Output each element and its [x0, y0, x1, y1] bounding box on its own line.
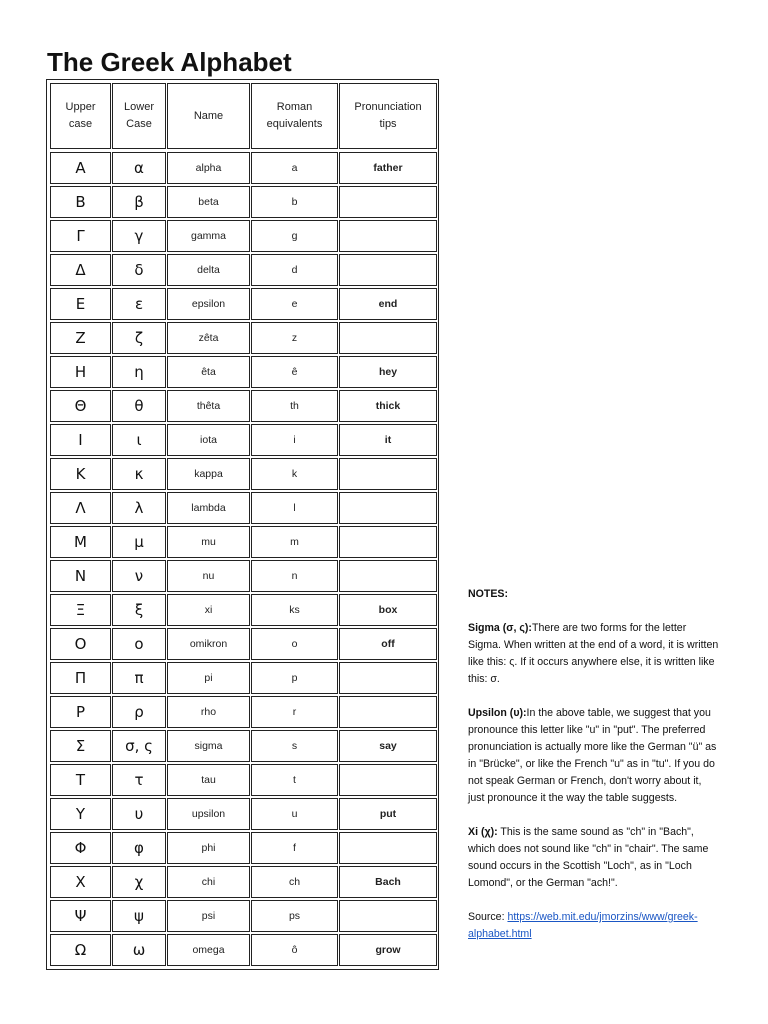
table-cell-roman — [251, 220, 338, 252]
sigma-note-head: Sigma (σ, ς): — [468, 622, 532, 634]
cell-text-upper: Σ — [75, 737, 86, 755]
cell-text-upper: Π — [74, 669, 87, 687]
cell-text-upper: Χ — [75, 873, 86, 891]
cell-text-lower: ω — [132, 941, 146, 959]
xi-note — [468, 824, 720, 892]
table-cell-lower — [112, 866, 166, 898]
cell-text-lower: γ — [134, 227, 144, 245]
cell-text-upper: Ν — [74, 567, 87, 585]
table-cell-name — [167, 934, 250, 966]
table-cell-tips — [339, 628, 437, 660]
cell-text-tips: it — [384, 434, 392, 446]
table-cell-name — [167, 594, 250, 626]
cell-text-roman: ô — [291, 944, 298, 956]
table-cell-roman — [251, 288, 338, 320]
table-cell-roman — [251, 866, 338, 898]
table-cell-roman — [251, 628, 338, 660]
cell-text-lower: τ — [134, 771, 144, 789]
cell-text-tips: grow — [375, 944, 401, 956]
cell-text-upper: Θ — [74, 397, 87, 415]
cell-text-tips: Bach — [375, 876, 401, 888]
cell-text-upper: Ω — [74, 941, 87, 959]
cell-text-upper: Α — [75, 159, 86, 177]
cell-text-upper: Τ — [75, 771, 86, 789]
table-cell-roman — [251, 798, 338, 830]
table-cell-upper — [50, 254, 111, 286]
cell-text-tips: put — [379, 808, 397, 820]
table-cell-upper — [50, 934, 111, 966]
cell-text-roman: e — [291, 298, 298, 310]
table-cell-name — [167, 696, 250, 728]
cell-text-lower: μ — [134, 533, 144, 551]
table-cell-upper — [50, 866, 111, 898]
cell-text-upper: Ψ — [74, 907, 87, 925]
table-cell-tips — [339, 866, 437, 898]
cell-text-upper: Δ — [75, 261, 86, 279]
table-cell-name — [167, 390, 250, 422]
sigma-note — [468, 620, 720, 688]
cell-text-roman: l — [293, 502, 296, 514]
cell-text-upper: Η — [74, 363, 87, 381]
table-cell-name — [167, 220, 250, 252]
table-cell-roman — [251, 560, 338, 592]
cell-text-upper: Ε — [75, 295, 86, 313]
cell-text-roman: r — [292, 706, 297, 718]
cell-text-roman: ch — [288, 876, 301, 888]
table-cell-roman — [251, 594, 338, 626]
table-cell-upper — [50, 322, 111, 354]
cell-text-lower: β — [134, 193, 144, 211]
cell-text-name: mu — [201, 536, 216, 548]
table-cell-tips — [339, 730, 437, 762]
upsilon-note — [468, 705, 720, 807]
table-cell-upper — [50, 220, 111, 252]
table-cell-roman — [251, 356, 338, 388]
table-cell-lower — [112, 458, 166, 490]
table-cell-upper — [50, 798, 111, 830]
table-cell-roman — [251, 424, 338, 456]
cell-text-lower: φ — [134, 839, 144, 857]
table-cell-tips — [339, 356, 437, 388]
table-cell-name — [167, 458, 250, 490]
table-cell-upper — [50, 696, 111, 728]
cell-text-lower: κ — [134, 465, 144, 483]
cell-text-roman: ps — [288, 910, 301, 922]
table-cell-tips — [339, 390, 437, 422]
cell-text-upper: Ζ — [75, 329, 86, 347]
cell-text-name: epsilon — [191, 298, 226, 310]
cell-text-lower: ρ — [134, 703, 144, 721]
table-cell-name — [167, 628, 250, 660]
cell-text-name: sigma — [194, 740, 223, 752]
notes-section — [468, 586, 720, 960]
table-cell-name — [167, 560, 250, 592]
cell-text-tips: father — [373, 162, 403, 174]
table-cell-upper — [50, 662, 111, 694]
cell-text-tips: thick — [375, 400, 401, 412]
table-cell-roman — [251, 764, 338, 796]
table-cell-tips — [339, 662, 437, 694]
table-cell-tips — [339, 220, 437, 252]
cell-text-lower: λ — [134, 499, 144, 517]
cell-text-roman: o — [291, 638, 298, 650]
upsilon-note-text: In the above table, we suggest that you pronounce this letter like "u" in "put". The preferred pronunciation is actually more like the German "ü" as in "Brücke", or like the French "u" as in "tu". If you do not speak German or French, don't worry about it, just pronounce it the way the table suggests. — [468, 707, 717, 804]
cell-text-lower: ψ — [134, 907, 144, 925]
sigma-note-text: There are two forms for the letter Sigma. When written at the end of a word, it is written like this: ς. If it occurs anywhere else, it is written like this: σ. — [468, 622, 719, 685]
cell-text-name: rho — [200, 706, 217, 718]
table-cell-upper — [50, 186, 111, 218]
table-cell-tips — [339, 832, 437, 864]
cell-text-lower: π — [134, 669, 144, 687]
table-cell-name — [167, 186, 250, 218]
table-cell-upper — [50, 594, 111, 626]
cell-text-name: psi — [201, 910, 216, 922]
table-cell-roman — [251, 832, 338, 864]
table-cell-name — [167, 356, 250, 388]
table-cell-lower — [112, 288, 166, 320]
cell-text-upper: Κ — [75, 465, 86, 483]
table-cell-lower — [112, 254, 166, 286]
table-cell-upper — [50, 560, 111, 592]
source-link[interactable]: https://web.mit.edu/jmorzins/www/greek-alphabet.html — [468, 911, 698, 940]
table-cell-lower — [112, 356, 166, 388]
table-cell-name — [167, 900, 250, 932]
cell-text-roman: k — [291, 468, 298, 480]
table-cell-tips — [339, 764, 437, 796]
source-label: Source: — [468, 911, 508, 923]
cell-text-tips: hey — [378, 366, 398, 378]
cell-text-tips: say — [379, 740, 397, 752]
cell-text-tips: end — [378, 298, 398, 310]
table-cell-lower — [112, 934, 166, 966]
table-cell-roman — [251, 900, 338, 932]
cell-text-roman: s — [291, 740, 298, 752]
table-cell-name — [167, 288, 250, 320]
table-cell-tips — [339, 594, 437, 626]
cell-text-upper: Γ — [76, 227, 85, 245]
cell-text-lower: ζ — [134, 329, 144, 347]
table-cell-name — [167, 764, 250, 796]
cell-text-name: tau — [201, 774, 216, 786]
table-cell-lower — [112, 798, 166, 830]
table-cell-name — [167, 526, 250, 558]
table-cell-name — [167, 730, 250, 762]
header-cell-tips — [339, 83, 437, 149]
header-label-upper: Upper case — [65, 101, 96, 130]
table-cell-roman — [251, 526, 338, 558]
cell-text-roman: z — [291, 332, 298, 344]
cell-text-roman: u — [291, 808, 298, 820]
cell-text-name: lambda — [191, 502, 226, 514]
table-cell-roman — [251, 322, 338, 354]
cell-text-name: êta — [201, 366, 216, 378]
cell-text-lower: ι — [136, 431, 142, 449]
cell-text-name: omikron — [189, 638, 228, 650]
cell-text-name: xi — [204, 604, 213, 616]
table-cell-roman — [251, 492, 338, 524]
cell-text-roman: d — [291, 264, 298, 276]
cell-text-lower: σ, ς — [125, 737, 153, 755]
cell-text-name: gamma — [190, 230, 226, 242]
table-cell-lower — [112, 832, 166, 864]
table-cell-tips — [339, 288, 437, 320]
cell-text-upper: Ξ — [75, 601, 86, 619]
greek-alphabet-table — [46, 79, 439, 970]
cell-text-name: pi — [204, 672, 213, 684]
table-cell-upper — [50, 458, 111, 490]
header-cell-lower — [112, 83, 166, 149]
cell-text-upper: Φ — [74, 839, 87, 857]
table-cell-lower — [112, 594, 166, 626]
table-cell-name — [167, 662, 250, 694]
cell-text-upper: Ρ — [75, 703, 86, 721]
table-cell-roman — [251, 662, 338, 694]
table-cell-roman — [251, 390, 338, 422]
table-cell-lower — [112, 220, 166, 252]
cell-text-roman: i — [293, 434, 296, 446]
table-cell-tips — [339, 186, 437, 218]
cell-text-lower: θ — [134, 397, 144, 415]
table-cell-tips — [339, 322, 437, 354]
table-cell-lower — [112, 492, 166, 524]
cell-text-roman: n — [291, 570, 298, 582]
table-cell-roman — [251, 458, 338, 490]
cell-text-lower: χ — [134, 873, 144, 891]
xi-note-text: This is the same sound as "ch" in "Bach", which does not sound like "ch" in "chair". The same sound occurs in the Scottish "Loch", as in "Loch Lomond", or the German "ach!". — [468, 826, 709, 889]
cell-text-roman: b — [291, 196, 298, 208]
cell-text-roman: p — [291, 672, 298, 684]
table-cell-upper — [50, 390, 111, 422]
table-cell-upper — [50, 764, 111, 796]
table-cell-lower — [112, 152, 166, 184]
cell-text-lower: ξ — [134, 601, 144, 619]
cell-text-name: thêta — [196, 400, 221, 412]
cell-text-name: phi — [201, 842, 216, 854]
cell-text-name: beta — [198, 196, 219, 208]
table-cell-roman — [251, 254, 338, 286]
table-cell-lower — [112, 730, 166, 762]
table-cell-name — [167, 424, 250, 456]
table-cell-lower — [112, 424, 166, 456]
cell-text-name: zêta — [198, 332, 219, 344]
table-cell-tips — [339, 254, 437, 286]
table-cell-tips — [339, 424, 437, 456]
table-cell-roman — [251, 934, 338, 966]
table-cell-lower — [112, 390, 166, 422]
cell-text-upper: Υ — [75, 805, 86, 823]
table-cell-lower — [112, 662, 166, 694]
table-cell-lower — [112, 696, 166, 728]
cell-text-name: omega — [192, 944, 225, 956]
table-cell-name — [167, 322, 250, 354]
table-cell-name — [167, 254, 250, 286]
table-cell-lower — [112, 900, 166, 932]
cell-text-upper: Λ — [75, 499, 86, 517]
table-cell-lower — [112, 186, 166, 218]
cell-text-roman: ê — [291, 366, 298, 378]
cell-text-roman: th — [290, 400, 299, 412]
table-cell-upper — [50, 526, 111, 558]
cell-text-name: nu — [202, 570, 215, 582]
notes-heading: NOTES: — [468, 588, 509, 600]
cell-text-tips: box — [378, 604, 398, 616]
table-cell-tips — [339, 526, 437, 558]
cell-text-upper: Β — [75, 193, 86, 211]
header-cell-name — [167, 83, 250, 149]
table-cell-name — [167, 866, 250, 898]
header-label-name: Name — [193, 109, 224, 122]
table-cell-upper — [50, 492, 111, 524]
table-cell-name — [167, 152, 250, 184]
table-cell-tips — [339, 560, 437, 592]
table-cell-lower — [112, 526, 166, 558]
table-cell-tips — [339, 458, 437, 490]
table-cell-name — [167, 492, 250, 524]
cell-text-lower: ε — [134, 295, 144, 313]
source-line — [468, 909, 720, 943]
table-cell-name — [167, 798, 250, 830]
cell-text-roman: ks — [289, 604, 300, 616]
table-cell-lower — [112, 628, 166, 660]
cell-text-lower: α — [134, 159, 144, 177]
table-cell-upper — [50, 424, 111, 456]
table-cell-roman — [251, 152, 338, 184]
table-cell-lower — [112, 764, 166, 796]
cell-text-lower: η — [134, 363, 144, 381]
cell-text-roman: a — [291, 162, 298, 174]
cell-text-roman: t — [293, 774, 296, 786]
table-cell-tips — [339, 934, 437, 966]
table-cell-lower — [112, 322, 166, 354]
table-cell-upper — [50, 730, 111, 762]
table-cell-upper — [50, 628, 111, 660]
cell-text-name: kappa — [194, 468, 223, 480]
cell-text-lower: υ — [134, 805, 144, 823]
table-cell-lower — [112, 560, 166, 592]
table-cell-roman — [251, 696, 338, 728]
table-cell-tips — [339, 152, 437, 184]
table-cell-tips — [339, 696, 437, 728]
cell-text-lower: ν — [134, 567, 144, 585]
header-label-roman: Roman equivalents — [266, 101, 323, 130]
table-cell-name — [167, 832, 250, 864]
cell-text-name: chi — [201, 876, 216, 888]
cell-text-roman: g — [291, 230, 298, 242]
upsilon-note-head: Upsilon (υ): — [468, 707, 527, 719]
header-label-lower: Lower Case — [124, 101, 154, 130]
cell-text-lower: δ — [134, 261, 144, 279]
cell-text-name: iota — [200, 434, 217, 446]
cell-text-upper: Μ — [74, 533, 87, 551]
table-cell-upper — [50, 832, 111, 864]
cell-text-name: upsilon — [191, 808, 226, 820]
cell-text-name: alpha — [195, 162, 222, 174]
header-label-tips: Pronunciation tips — [354, 101, 422, 130]
table-cell-tips — [339, 492, 437, 524]
cell-text-upper: Ο — [74, 635, 87, 653]
table-cell-roman — [251, 730, 338, 762]
cell-text-lower: ο — [134, 635, 144, 653]
cell-text-roman: m — [290, 536, 299, 548]
page-title: The Greek Alphabet — [47, 47, 292, 77]
cell-text-tips: off — [381, 638, 395, 650]
table-cell-upper — [50, 288, 111, 320]
xi-note-head: Xi (χ): — [468, 826, 498, 838]
table-cell-upper — [50, 900, 111, 932]
table-cell-upper — [50, 152, 111, 184]
table-cell-tips — [339, 798, 437, 830]
table-cell-tips — [339, 900, 437, 932]
cell-text-upper: Ι — [78, 431, 83, 449]
header-cell-upper — [50, 83, 111, 149]
cell-text-roman: f — [293, 842, 296, 854]
table-cell-roman — [251, 186, 338, 218]
cell-text-name: delta — [197, 264, 220, 276]
table-cell-upper — [50, 356, 111, 388]
header-cell-roman — [251, 83, 338, 149]
